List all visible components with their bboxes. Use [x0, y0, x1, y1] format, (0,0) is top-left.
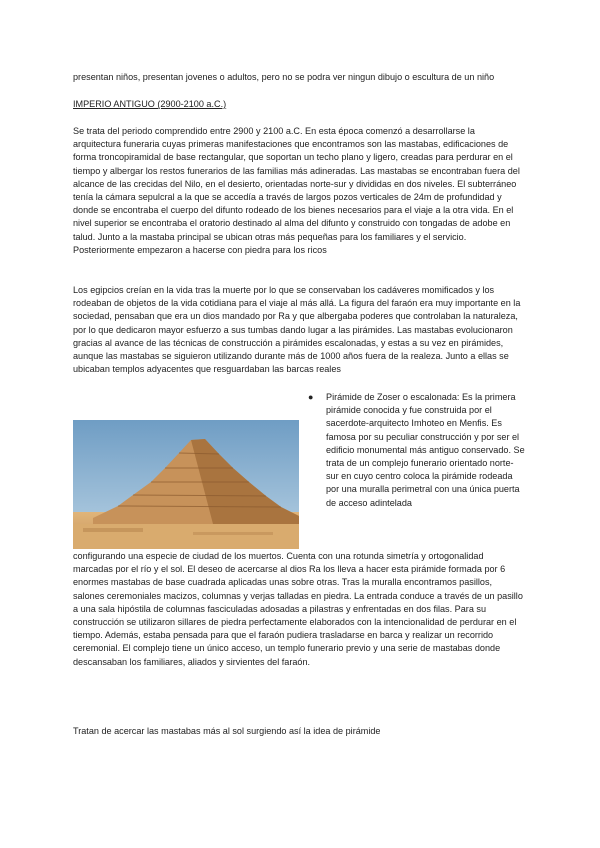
section-heading: IMPERIO ANTIGUO (2900-2100 a.C.) [73, 99, 227, 109]
closing-line: Tratan de acercar las mastabas más al sol surgiendo así la idea de pirámide [73, 726, 381, 736]
bullet-marker: ● [308, 392, 314, 402]
paragraph-mastabas: Se trata del periodo comprendido entre 2900 y 2100 a.C. En esta época comenzó a desarrollarse la arquitectura funeraria cuyas primeras manifestaciones que encontramos son las mastabas, edificaciones de forma troncopiramidal de base rectangular, que soportan un techo plano y ligero, creadas para perdurar en el tiempo y albergar los restos funerarios de las familias más adineradas. Las mastabas se encontraban fuera del alcance de las crecidas del Nilo, en el desierto, orientadas norte-sur y divididas en dos niveles. El subterráneo tenía la cámara sepulcral a la que se accedía a través de largos pozos verticales de 24m de profundidad y donde se encontraba el cuerpo del difunto rodeado de los bienes necesarios para el viaje a la otra vida. En el nivel superior se encontraba el oratorio destinado al alma del difunto y construido con tongadas de adobe en talud. Junto a la mastaba principal se ubican otras más pequeñas para los familiares y el servicio. Posteriormente empezaron a hacerse con piedra para los ricos [73, 126, 520, 255]
bullet-text: Pirámide de Zoser o escalonada: Es la primera pirámide conocida y fue construida por el sacerdote-arquitecto Imhoteo en Menfis. Es famosa por su peculiar construcción y por ser el edificio monumental más antiguo conservado. Se trata de un complejo funerario orientado norte-sur en cuyo centro coloca la pirámide rodeada por una muralla perimetral con una única puerta de acceso adintelada [326, 392, 525, 508]
paragraph-zoser-detail: configurando una especie de ciudad de los muertos. Cuenta con una rotunda simetría y ortogonalidad marcadas por el río y el sol. El deseo de acercarse al dios Ra los lleva a hacer esta pirámide formada por 6 enormes mastabas de base cuadrada aplicadas unas sobre otras. Tras la muralla encontramos pasillos, salones ceremoniales macizos, columnas y verjas talladas en piedra. La entrada conduce a través de un pasillo a una sala hipóstila de columnas fasciculadas adosadas a pilastras y enfrentadas en dos filas. Para su construcción se utilizaron sillares de piedra perfectamente elaborados con la intencionalidad de perdurar en el tiempo. Además, estaba pensada para que el faraón pudiera trasladarse en barca y realizar un recorrido ceremonial. El complejo tiene un único acceso, un templo funerario previo y una serie de mastabas donde descansaban los familiares, aliados y sirvientes del faraón. [73, 551, 523, 667]
step-pyramid-image [73, 420, 299, 549]
intro-line: presentan niños, presentan jovenes o adultos, pero no se podra ver ningun dibujo o escultura de un niño [73, 72, 495, 82]
step-pyramid-photo [73, 420, 299, 549]
paragraph-piramides: Los egipcios creían en la vida tras la muerte por lo que se conservaban los cadáveres momificados y los rodeaban de objetos de la vida cotidiana para el viaje al más allá. La figura del faraón era muy importante en la sociedad, pensaban que era un dios mandado por Ra y que albergaba poderes que controlaban la naturaleza, por lo que dedicaron mayor esfuerzo a sus tumbas dando lugar a las pirámides. Las mastabas evolucionaron gracias al avance de las técnicas de construcción a pirámides escalonadas, y estas a su vez en pirámides, aunque las mastabas se siguieron utilizando durante más de 1000 años fuera de la realeza. Junto a ellas se ubicaban templos adyacentes que resguardaban las barcas reales [73, 285, 521, 375]
